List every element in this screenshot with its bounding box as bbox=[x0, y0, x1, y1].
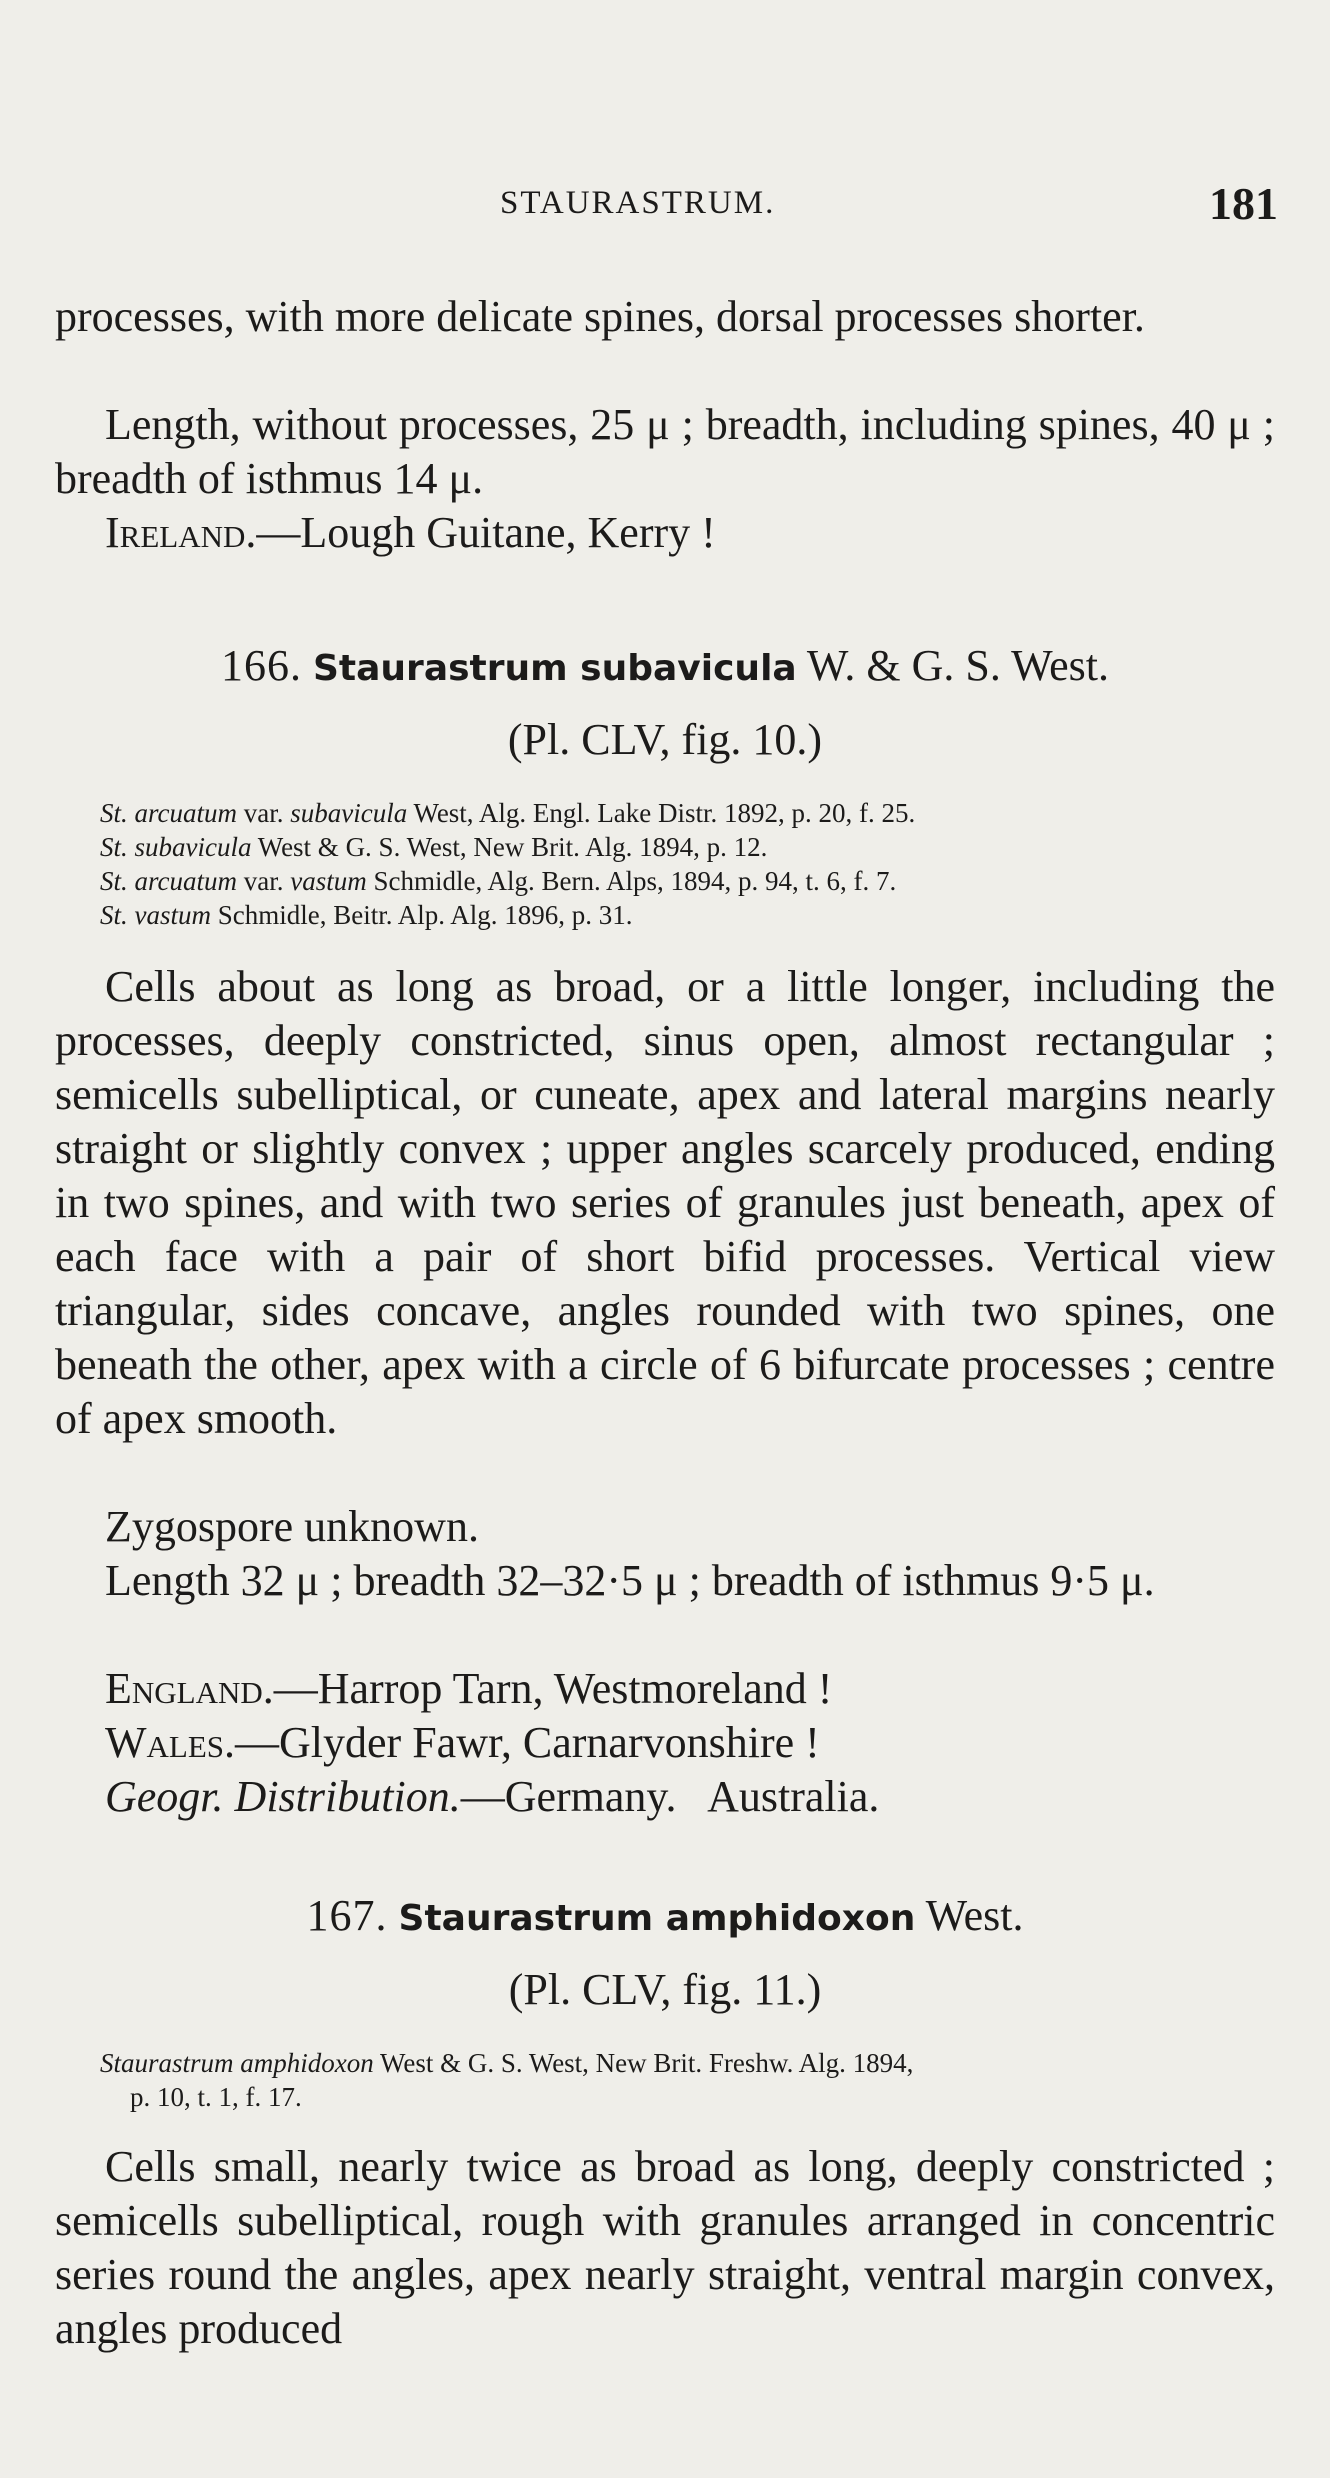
species-authority: West. bbox=[925, 1891, 1024, 1940]
entry-166-locality-wales: Wales.—Glyder Fawr, Carnarvonshire ! bbox=[105, 1718, 820, 1767]
entry-166-heading bbox=[0, 640, 1330, 691]
synonym-item: St. subavicula West & G. S. West, New Brit. Alg. 1894, p. 12. bbox=[100, 832, 768, 862]
carryover-text: processes, with more delicate spines, dorsal processes shorter. bbox=[55, 292, 1145, 341]
entry-166-plate-ref: (Pl. CLV, fig. 10.) bbox=[507, 715, 823, 764]
entry-166-distribution: Geogr. Distribution.—Germany. Australia. bbox=[105, 1772, 880, 1821]
entry-167-heading bbox=[0, 1890, 1330, 1941]
synonym-item: St. arcuatum var. subavicula West, Alg. Engl. Lake Distr. 1892, p. 20, f. 25. bbox=[100, 798, 916, 828]
locality-region: Ireland. bbox=[105, 508, 257, 557]
entry-166-zygospore: Zygospore unknown. bbox=[105, 1502, 479, 1551]
carryover-measurements: Length, without processes, 25 μ ; breadth, including spines, 40 μ ; breadth of isthmus 14 μ. bbox=[55, 400, 1275, 503]
species-authority: W. & G. S. West. bbox=[806, 641, 1109, 690]
running-head bbox=[0, 178, 1330, 235]
carryover-locality bbox=[55, 506, 1275, 560]
entry-166-measurements: Length 32 μ ; breadth 32–32·5 μ ; breadth of isthmus 9·5 μ. bbox=[105, 1556, 1155, 1605]
entry-166-locality-england: England.—Harrop Tarn, Westmoreland ! bbox=[105, 1664, 833, 1713]
species-name: Staurastrum amphidoxon bbox=[398, 1898, 916, 1939]
synonym-item-continued: p. 10, t. 1, f. 17. bbox=[130, 2082, 302, 2112]
entry-167-plate-ref: (Pl. CLV, fig. 11.) bbox=[508, 1965, 822, 2014]
entry-166-description: Cells about as long as broad, or a little longer, including the processes, deeply constricted, sinus open, almost rectangular ; semicells subelliptical, or cuneate, apex and lateral margins nearly straight or slightly convex ; upper angles scarcely produced, ending in two spines, and with two series of granules just beneath, apex of each face with a pair of short bifid processes. Vertical view triangular, sides concave, angles rounded with two spines, one beneath the other, apex with a circle of 6 bifurcate processes ; centre of apex smooth. bbox=[55, 962, 1275, 1443]
species-name: Staurastrum subavicula bbox=[313, 648, 797, 689]
synonym-item: St. vastum Schmidle, Beitr. Alp. Alg. 1896, p. 31. bbox=[100, 900, 633, 930]
entry-number: 166. bbox=[221, 641, 302, 690]
synonym-item: Staurastrum amphidoxon West & G. S. West, New Brit. Freshw. Alg. 1894, bbox=[100, 2048, 914, 2078]
entry-167-description: Cells small, nearly twice as broad as long, deeply constricted ; semicells subelliptical, rough with granules arranged in concentric series round the angles, apex nearly straight, ventral margin convex, angles produced bbox=[55, 2142, 1275, 2353]
entry-166-synonymy bbox=[100, 796, 1280, 932]
locality-text: —Lough Guitane, Kerry ! bbox=[256, 508, 716, 557]
page-number: 181 bbox=[1209, 178, 1278, 229]
entry-number: 167. bbox=[306, 1891, 388, 1940]
running-title: STAURASTRUM. bbox=[500, 185, 776, 221]
entry-167-synonymy bbox=[100, 2046, 1280, 2114]
synonym-item: St. arcuatum var. vastum Schmidle, Alg. Bern. Alps, 1894, p. 94, t. 6, f. 7. bbox=[100, 866, 897, 896]
